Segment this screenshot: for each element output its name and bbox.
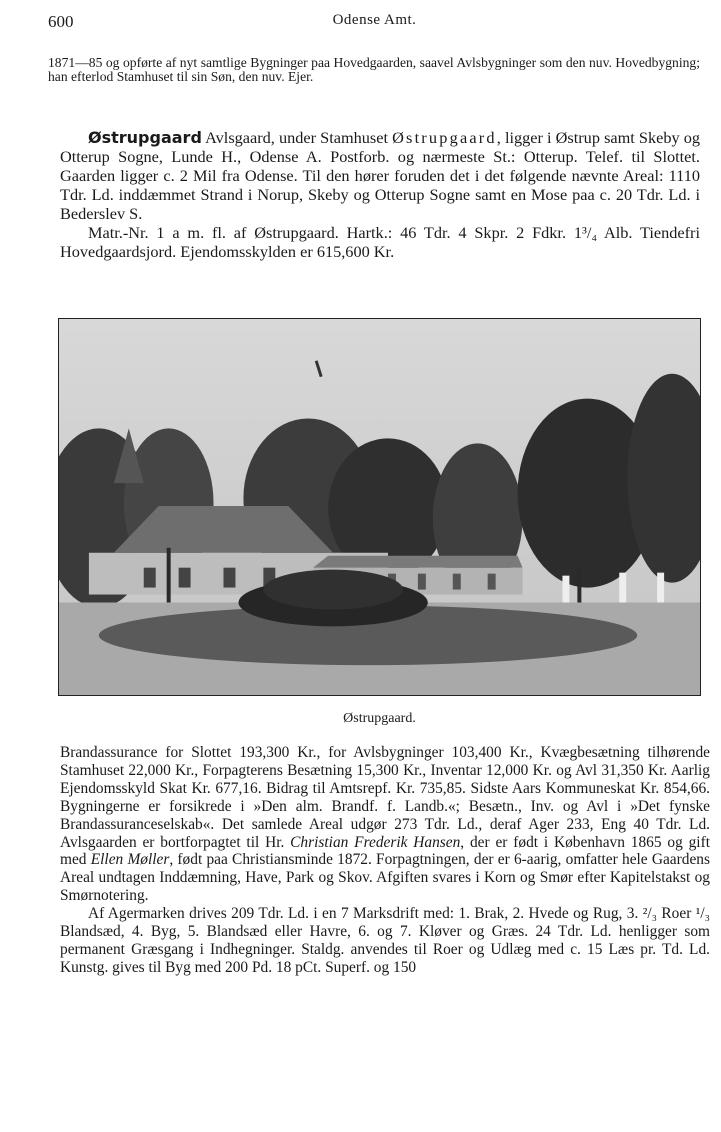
estate-section <box>60 128 700 261</box>
running-head: Odense Amt. <box>332 12 417 28</box>
intro-paragraph: 1871—85 og opførte af nyt samtlige Bygninger paa Hovedgaarden, saavel Avlsbygninger som den nuv. Hovedbygning; han efterlod Stamhuset til sin Søn, den nuv. Ejer. <box>48 55 700 84</box>
estate-photograph <box>58 318 701 696</box>
cadastral-paragraph: Matr.-Nr. 1 a m. fl. af Østrupgaard. Hartk.: 46 Tdr. 4 Skpr. 2 Fdkr. 1³/₄ Alb. Tiendefri Hovedgaardsjord. Ejendomsskylden er 615,600 Kr. <box>60 223 700 261</box>
estate-name: Østrupgaard <box>88 128 202 147</box>
entail-name: Østrupgaard <box>392 128 497 147</box>
crop-rotation-paragraph: Af Agermarken drives 209 Tdr. Ld. i en 7 Marksdrift med: 1. Brak, 2. Hvede og Rug, 3. ²/₃ Roer ¹/₃ Blandsæd, 4. Byg, 5. Blandsæd eller Havre, 6. og 7. Kløver og Græs. 24 Tdr. Ld. henligger som permanent Græsgang i Indhegninger. Staldg. anvendes til Roer og Udlæg med c. 15 Læs pr. Td. Ld. Kunstg. gives til Byg med 200 Pd. 18 pCt. Superf. og 150 <box>60 905 710 976</box>
tenant-name: Christian Frederik Hansen <box>290 833 461 851</box>
estate-description: Østrupgaard Avlsgaard, under Stamhuset Østrupgaard, ligger i Østrup samt Skeby og Otterup Sogne, Lunde H., Odense A. Postforb. og nærmeste St.: Otterup. Telef. til Slottet. Gaarden ligger c. 2 Mil fra Odense. Til den hører foruden det i det følgende nævnte Areal: 1110 Tdr. Ld. inddæmmet Strand i Norup, Skeby og Otterup Sogne samt en Mose paa c. 20 Tdr. Ld. i Bederslev S. <box>60 128 700 223</box>
insurance-paragraph: Brandassurance for Slottet 193,300 Kr., for Avlsbygninger 103,400 Kr., Kvægbesætning tilhørende Stamhuset 22,000 Kr., Forpagterens Besætning 15,300 Kr., Inventar 12,000 Kr. og Avl 31,350 Kr. Aarlig Ejendomsskyld Skat Kr. 677,16. Bidrag til Amtsrepf. Kr. 735,85. Sidste Aars Kommuneskat Kr. 854,66. Bygningerne er forsikrede i »Den alm. Brandf. f. Landb.«; Besætn., Inv. og Avl i »Det fynske Brandassuranceselskab«. Det samlede Areal udgør 273 Tdr. Ld., deraf Ager 233, Eng 40 Tdr. Ld. Avlsgaarden er bortforpagtet til Hr. Christian Frederik Hansen, der er født i København 1865 og gift med Ellen Møller, født paa Christiansminde 1872. Forpagtningen, der er 6-aarig, omfatter hele Gaardens Areal undtagen Inddæmning, Have, Park og Skov. Afgiften svares i Korn og Smør efter Kapitelstakst og Smørnotering. <box>60 744 710 905</box>
page-number: 600 <box>48 12 74 31</box>
tenant-wife-name: Ellen Møller <box>90 851 170 869</box>
page-header <box>48 12 701 36</box>
body-text <box>60 744 710 977</box>
photo-caption: Østrupgaard. <box>343 711 416 726</box>
